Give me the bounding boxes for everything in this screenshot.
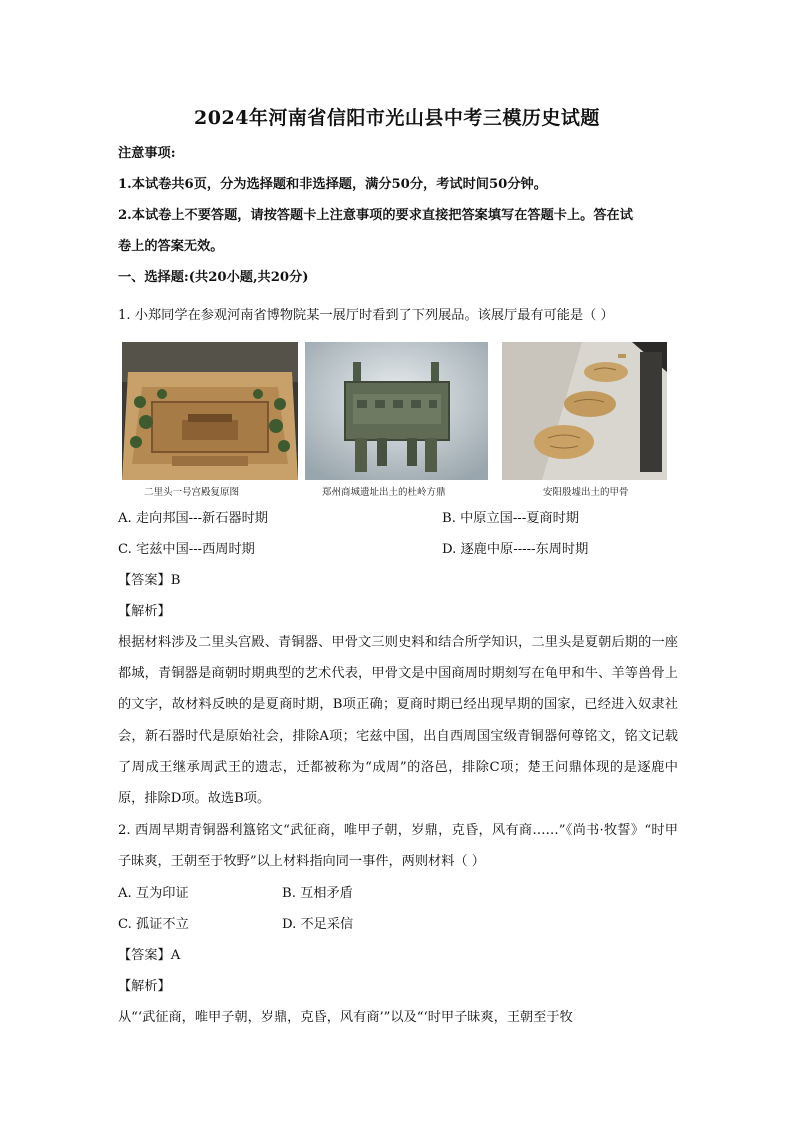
oracle-bones-image xyxy=(502,342,667,480)
question-1-option-c: C. 宅兹中国---西周时期 xyxy=(118,542,255,557)
question-2-analysis-start: 从“‘武征商，唯甲子朝，岁鼎，克昏，风有商’”以及“‘时甲子昧爽，王朝至于牧 xyxy=(118,1010,573,1025)
question-2-option-b: B. 互相矛盾 xyxy=(282,886,353,901)
section-heading: 一、选择题:(共20小题,共20分) xyxy=(118,270,309,285)
caption-2: 郑州商城遗址出土的杜岭方鼎 xyxy=(322,487,446,498)
question-1-stem: 1. 小郑同学在参观河南省博物院某一展厅时看到了下列展品。该展厅最有可能是（ ） xyxy=(118,308,614,323)
question-2-option-d: D. 不足采信 xyxy=(282,917,354,932)
question-2-analysis-heading: 【解析】 xyxy=(118,979,171,994)
page-title: 2024年河南省信阳市光山县中考三模历史试题 xyxy=(194,107,600,129)
caption-1: 二里头一号宫殿复原图 xyxy=(144,487,240,498)
notice-heading: 注意事项: xyxy=(118,146,176,161)
question-2-answer: 【答案】A xyxy=(118,948,181,963)
notice-item-2-line-2: 卷上的答案无效。 xyxy=(118,239,224,254)
question-2-stem: 2. 西周早期青铜器利簋铭文“武征商，唯甲子朝，岁鼎，克昏，风有商……”《尚书·牧誓》“时甲子昧爽，王朝至于牧野”以上材料指向同一事件，两则材料（ ） xyxy=(118,823,678,870)
question-2-option-c: C. 孤证不立 xyxy=(118,917,189,932)
question-1-answer: 【答案】B xyxy=(118,573,181,588)
question-1-option-d: D. 逐鹿中原-----东周时期 xyxy=(442,542,589,557)
notice-item-1: 1.本试卷共6页，分为选择题和非选择题，满分50分，考试时间50分钟。 xyxy=(118,177,547,192)
bronze-ding-image xyxy=(305,342,488,480)
question-1-option-a: A. 走向邦国---新石器时期 xyxy=(118,511,268,526)
question-1-analysis: 根据材料涉及二里头宫殿、青铜器、甲骨文三则史料和结合所学知识，二里头是夏朝后期的一座都城，青铜器是商朝时期典型的艺术代表，甲骨文是中国商周时期刻写在龟甲和牛、羊等兽骨上的文字，故材料反映的是夏商时期，B项正确；夏商时期已经出现早期的国家，已经进入奴隶社会，新石器时代是原始社会，排除A项；宅兹中国，出自西周国宝级青铜器何尊铭文，铭文记载了周成王继承周武王的遗志，迁都被称为“成周”的洛邑，排除C项；楚王问鼎体现的是逐鹿中原，排除D项。故选B项。 xyxy=(118,635,678,807)
caption-3: 安阳殷墟出土的甲骨 xyxy=(543,487,629,498)
notice-item-2-line-1: 2.本试卷上不要答题，请按答题卡上注意事项的要求直接把答案填写在答题卡上。答在试 xyxy=(118,208,633,223)
palace-model-image xyxy=(122,342,298,480)
question-1-analysis-heading: 【解析】 xyxy=(118,604,171,619)
question-1-option-b: B. 中原立国---夏商时期 xyxy=(442,511,579,526)
question-2-option-a: A. 互为印证 xyxy=(118,886,189,901)
